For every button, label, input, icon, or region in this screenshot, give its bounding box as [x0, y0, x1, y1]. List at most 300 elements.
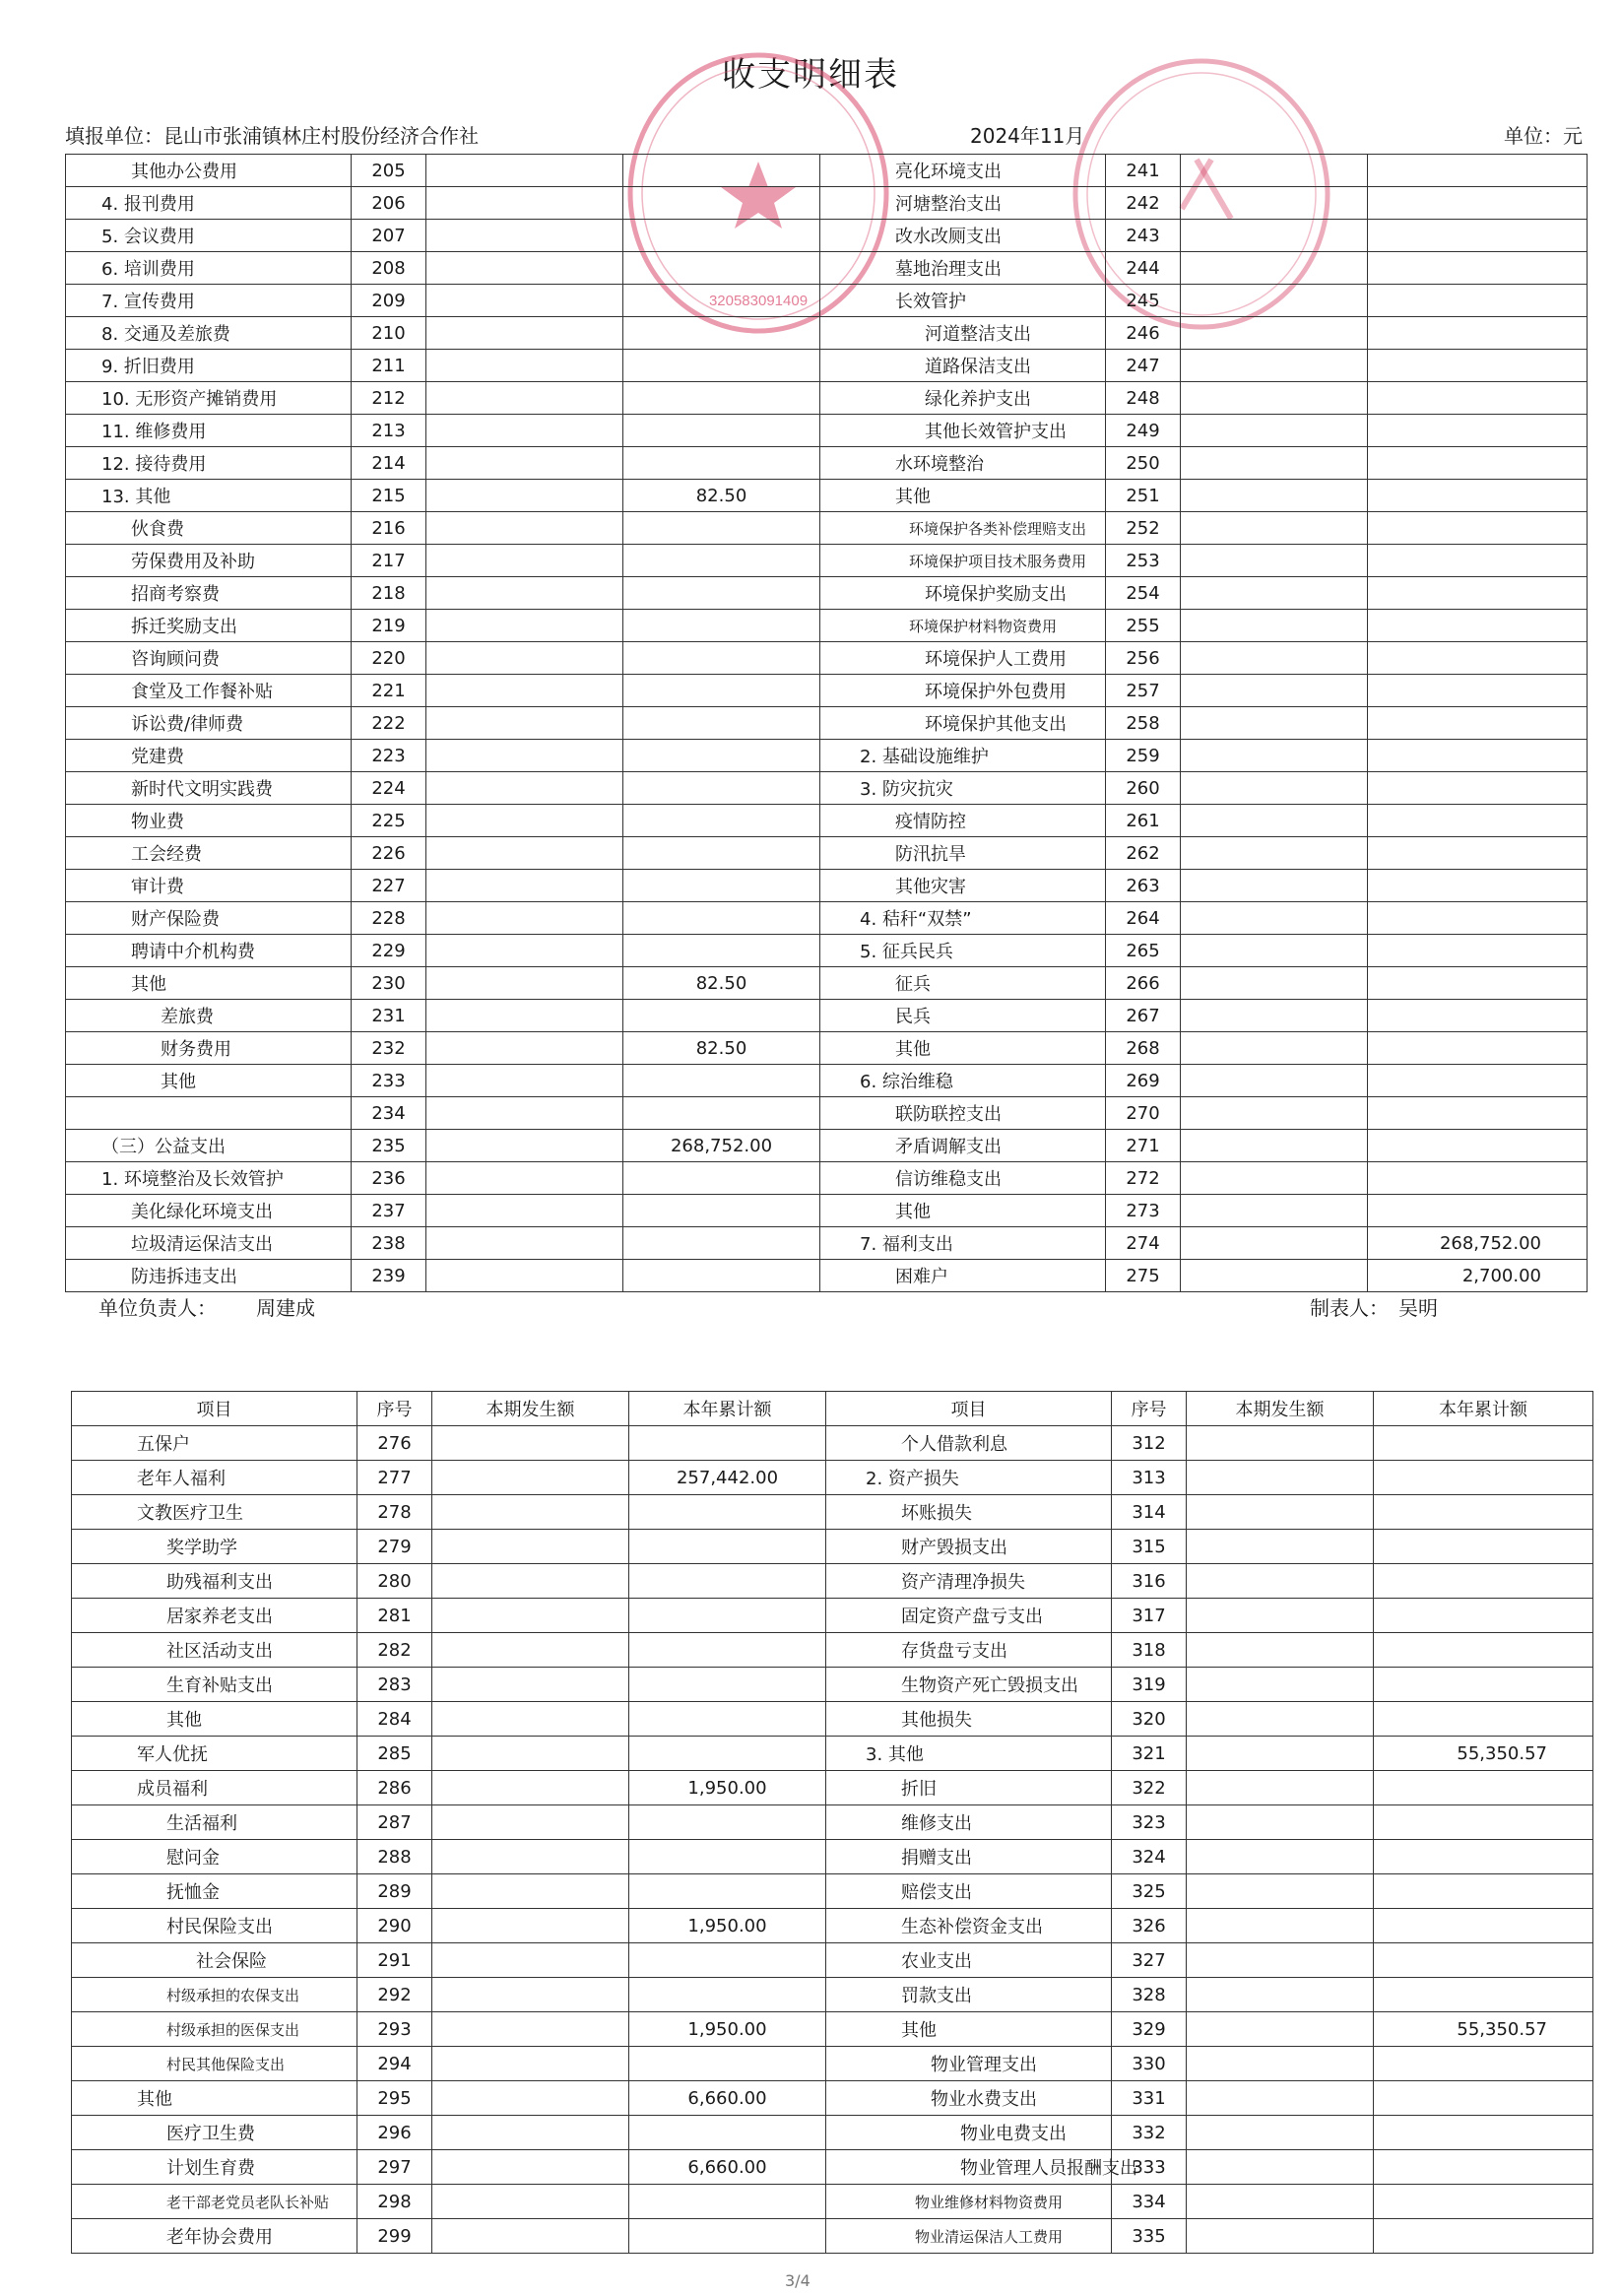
item-label-right: 防汛抗旱	[820, 837, 1106, 870]
header-seq-right: 序号	[1112, 1392, 1187, 1426]
current-amount	[426, 772, 623, 805]
ytd-amount: 268,752.00	[623, 1130, 820, 1162]
current-amount-right	[1187, 1805, 1374, 1840]
item-label-right: 环境保护项目技术服务费用	[820, 545, 1106, 577]
item-label-right: 生态补偿资金支出	[826, 1909, 1112, 1943]
current-amount-right	[1181, 512, 1368, 545]
seq-number-right: 247	[1106, 350, 1181, 382]
item-label-right: 生物资产死亡毁损支出	[826, 1668, 1112, 1702]
current-amount	[432, 1771, 629, 1805]
item-label-right: 物业管理支出	[826, 2047, 1112, 2081]
item-label: 防违拆违支出	[66, 1260, 352, 1292]
item-label-right: 长效管护	[820, 285, 1106, 317]
current-amount	[426, 480, 623, 512]
ytd-amount	[623, 837, 820, 870]
current-amount-right	[1181, 350, 1368, 382]
current-amount	[426, 317, 623, 350]
current-amount-right	[1181, 415, 1368, 447]
ytd-amount-right	[1374, 1668, 1593, 1702]
ytd-amount	[629, 1599, 826, 1633]
current-amount-right	[1187, 1737, 1374, 1771]
item-label-right: 民兵	[820, 1000, 1106, 1032]
seq-number: 210	[352, 317, 426, 350]
item-label-right: 改水改厕支出	[820, 220, 1106, 252]
seq-number: 229	[352, 935, 426, 967]
item-label: 美化绿化环境支出	[66, 1195, 352, 1227]
table-row	[66, 545, 1588, 577]
item-label-right: 2. 资产损失	[826, 1461, 1112, 1495]
table-row	[66, 350, 1588, 382]
ytd-amount-right	[1374, 2185, 1593, 2219]
seq-number: 293	[357, 2012, 432, 2047]
current-amount-right	[1181, 642, 1368, 675]
seq-number-right: 326	[1112, 1909, 1187, 1943]
seq-number: 219	[352, 610, 426, 642]
current-amount-right	[1181, 610, 1368, 642]
table-row	[72, 1909, 1593, 1943]
seq-number: 227	[352, 870, 426, 902]
item-label-right: 水环境整治	[820, 447, 1106, 480]
current-amount-right	[1181, 870, 1368, 902]
seq-number: 228	[352, 902, 426, 935]
ytd-amount-right	[1374, 1840, 1593, 1874]
seq-number: 217	[352, 545, 426, 577]
table-row	[66, 1032, 1588, 1065]
item-label: 村级承担的医保支出	[72, 2012, 357, 2047]
current-amount-right	[1187, 2047, 1374, 2081]
current-amount	[432, 1874, 629, 1909]
table-row	[72, 1943, 1593, 1978]
item-label-right: 其他灾害	[820, 870, 1106, 902]
table-row	[66, 1260, 1588, 1292]
ytd-amount-right	[1374, 1978, 1593, 2012]
current-amount	[432, 1633, 629, 1668]
ytd-amount: 6,660.00	[629, 2150, 826, 2185]
ytd-amount-right	[1374, 2047, 1593, 2081]
ytd-amount	[623, 447, 820, 480]
ytd-amount-right	[1368, 317, 1588, 350]
ytd-amount-right	[1374, 2150, 1593, 2185]
current-amount	[432, 1668, 629, 1702]
table-row	[66, 415, 1588, 447]
seq-number-right: 330	[1112, 2047, 1187, 2081]
current-amount-right	[1187, 1633, 1374, 1668]
item-label-right: 疫情防控	[820, 805, 1106, 837]
ytd-amount	[629, 1943, 826, 1978]
ytd-amount	[629, 2219, 826, 2254]
header-item-right: 项目	[826, 1392, 1112, 1426]
item-label-right: 其他长效管护支出	[820, 415, 1106, 447]
current-amount	[432, 2116, 629, 2150]
ytd-amount	[623, 350, 820, 382]
ytd-amount-right	[1374, 1943, 1593, 1978]
table-row	[66, 610, 1588, 642]
seq-number: 299	[357, 2219, 432, 2254]
item-label: 8. 交通及差旅费	[66, 317, 352, 350]
table-row	[72, 1978, 1593, 2012]
current-amount-right	[1187, 1564, 1374, 1599]
current-amount	[432, 1461, 629, 1495]
seq-number: 209	[352, 285, 426, 317]
seq-number-right: 272	[1106, 1162, 1181, 1195]
seq-number: 226	[352, 837, 426, 870]
ytd-amount-right	[1368, 805, 1588, 837]
detail-table-bottom	[71, 1391, 1593, 2254]
responsible-label: 单位负责人：	[98, 1296, 217, 1320]
item-label: 1. 环境整治及长效管护	[66, 1162, 352, 1195]
table-row	[66, 1097, 1588, 1130]
ytd-amount	[629, 1495, 826, 1530]
seq-number-right: 263	[1106, 870, 1181, 902]
ytd-amount	[629, 1978, 826, 2012]
seq-number-right: 268	[1106, 1032, 1181, 1065]
current-amount	[426, 1032, 623, 1065]
current-amount-right	[1187, 1702, 1374, 1737]
current-amount	[432, 2081, 629, 2116]
seq-number-right: 261	[1106, 805, 1181, 837]
ytd-amount	[623, 220, 820, 252]
item-label-right: 征兵	[820, 967, 1106, 1000]
ytd-amount	[623, 805, 820, 837]
seq-number-right: 251	[1106, 480, 1181, 512]
seq-number: 280	[357, 1564, 432, 1599]
seq-number-right: 269	[1106, 1065, 1181, 1097]
report-period: 2024年11月	[970, 124, 1085, 148]
item-label: （三）公益支出	[66, 1130, 352, 1162]
table-row	[72, 2116, 1593, 2150]
table-row	[66, 220, 1588, 252]
seq-number-right: 270	[1106, 1097, 1181, 1130]
item-label: 咨询顾问费	[66, 642, 352, 675]
current-amount-right	[1181, 480, 1368, 512]
current-amount	[432, 1840, 629, 1874]
current-amount	[426, 610, 623, 642]
current-amount	[426, 935, 623, 967]
current-amount-right	[1181, 805, 1368, 837]
item-label-right: 坏账损失	[826, 1495, 1112, 1530]
seq-number-right: 274	[1106, 1227, 1181, 1260]
item-label-right: 4. 秸秆“双禁”	[820, 902, 1106, 935]
seq-number-right: 324	[1112, 1840, 1187, 1874]
ytd-amount-right	[1368, 1000, 1588, 1032]
table-row	[66, 772, 1588, 805]
table-row	[72, 1771, 1593, 1805]
current-amount	[426, 1097, 623, 1130]
item-label: 村级承担的农保支出	[72, 1978, 357, 2012]
current-amount	[426, 382, 623, 415]
current-amount-right	[1181, 252, 1368, 285]
ytd-amount-right	[1368, 447, 1588, 480]
seq-number: 287	[357, 1805, 432, 1840]
seq-number-right: 319	[1112, 1668, 1187, 1702]
ytd-amount	[623, 1162, 820, 1195]
seq-number: 298	[357, 2185, 432, 2219]
ytd-amount	[629, 1805, 826, 1840]
item-label: 垃圾清运保洁支出	[66, 1227, 352, 1260]
current-amount	[432, 2219, 629, 2254]
currency-unit: 单位：元	[1504, 124, 1583, 148]
item-label-right: 物业维修材料物资费用	[826, 2185, 1112, 2219]
table-row	[66, 870, 1588, 902]
header-ytd: 本年累计额	[629, 1392, 826, 1426]
current-amount	[432, 2185, 629, 2219]
item-label: 党建费	[66, 740, 352, 772]
item-label-right: 2. 基础设施维护	[820, 740, 1106, 772]
table-row	[72, 1840, 1593, 1874]
ytd-amount-right	[1374, 1461, 1593, 1495]
seq-number-right: 254	[1106, 577, 1181, 610]
seq-number: 291	[357, 1943, 432, 1978]
current-amount	[426, 1162, 623, 1195]
seq-number: 289	[357, 1874, 432, 1909]
current-amount	[432, 1564, 629, 1599]
item-label: 社区活动支出	[72, 1633, 357, 1668]
ytd-amount-right	[1368, 285, 1588, 317]
seq-number-right: 323	[1112, 1805, 1187, 1840]
seq-number: 282	[357, 1633, 432, 1668]
item-label: 9. 折旧费用	[66, 350, 352, 382]
item-label: 抚恤金	[72, 1874, 357, 1909]
table-row	[72, 2219, 1593, 2254]
ytd-amount	[623, 545, 820, 577]
current-amount	[426, 1000, 623, 1032]
table-row	[72, 2150, 1593, 2185]
ytd-amount-right	[1374, 1805, 1593, 1840]
seq-number-right: 313	[1112, 1461, 1187, 1495]
ytd-amount-right	[1368, 1162, 1588, 1195]
seq-number-right: 325	[1112, 1874, 1187, 1909]
ytd-amount: 82.50	[623, 967, 820, 1000]
current-amount-right	[1181, 1130, 1368, 1162]
seq-number: 211	[352, 350, 426, 382]
ytd-amount	[629, 1737, 826, 1771]
seq-number-right: 315	[1112, 1530, 1187, 1564]
ytd-amount-right	[1374, 2219, 1593, 2254]
item-label-right: 绿化养护支出	[820, 382, 1106, 415]
item-label-right: 其他	[820, 480, 1106, 512]
item-label-right: 联防联控支出	[820, 1097, 1106, 1130]
current-amount-right	[1187, 1943, 1374, 1978]
seq-number-right: 335	[1112, 2219, 1187, 2254]
seq-number-right: 275	[1106, 1260, 1181, 1292]
seq-number-right: 250	[1106, 447, 1181, 480]
item-label-right: 赔偿支出	[826, 1874, 1112, 1909]
current-amount	[426, 252, 623, 285]
ytd-amount-right	[1374, 2116, 1593, 2150]
item-label-right: 其他	[826, 2012, 1112, 2047]
item-label: 差旅费	[66, 1000, 352, 1032]
table-row	[66, 1130, 1588, 1162]
current-amount	[432, 2012, 629, 2047]
ytd-amount-right	[1368, 935, 1588, 967]
seq-number-right: 320	[1112, 1702, 1187, 1737]
current-amount	[432, 1530, 629, 1564]
ytd-amount: 1,950.00	[629, 1909, 826, 1943]
seq-number: 208	[352, 252, 426, 285]
item-label: 医疗卫生费	[72, 2116, 357, 2150]
ytd-amount-right	[1374, 2081, 1593, 2116]
table-row	[66, 837, 1588, 870]
seq-number-right: 331	[1112, 2081, 1187, 2116]
seq-number: 216	[352, 512, 426, 545]
current-amount	[432, 2150, 629, 2185]
ytd-amount: 6,660.00	[629, 2081, 826, 2116]
current-amount	[432, 1943, 629, 1978]
item-label-right: 信访维稳支出	[820, 1162, 1106, 1195]
current-amount-right	[1181, 285, 1368, 317]
item-label: 文教医疗卫生	[72, 1495, 357, 1530]
item-label: 诉讼费/律师费	[66, 707, 352, 740]
item-label: 奖学助学	[72, 1530, 357, 1564]
ytd-amount-right: 2,700.00	[1368, 1260, 1588, 1292]
current-amount	[426, 577, 623, 610]
current-amount-right	[1181, 187, 1368, 220]
reporting-unit: 填报单位：昆山市张浦镇林庄村股份经济合作社	[65, 124, 479, 148]
seq-number: 225	[352, 805, 426, 837]
current-amount	[426, 837, 623, 870]
item-label: 12. 接待费用	[66, 447, 352, 480]
seq-number-right: 333	[1112, 2150, 1187, 2185]
current-amount-right	[1187, 2150, 1374, 2185]
current-amount-right	[1181, 1097, 1368, 1130]
current-amount	[432, 1737, 629, 1771]
current-amount	[426, 805, 623, 837]
current-amount	[432, 1805, 629, 1840]
ytd-amount	[623, 870, 820, 902]
seq-number: 218	[352, 577, 426, 610]
item-label-right: 捐赠支出	[826, 1840, 1112, 1874]
item-label: 6. 培训费用	[66, 252, 352, 285]
ytd-amount	[629, 1702, 826, 1737]
item-label-right: 墓地治理支出	[820, 252, 1106, 285]
current-amount-right	[1181, 935, 1368, 967]
table-row	[66, 382, 1588, 415]
seq-number: 234	[352, 1097, 426, 1130]
ytd-amount	[623, 642, 820, 675]
seq-number: 237	[352, 1195, 426, 1227]
ytd-amount-right	[1368, 415, 1588, 447]
current-amount	[426, 1065, 623, 1097]
seq-number-right: 242	[1106, 187, 1181, 220]
item-label: 其他	[72, 1702, 357, 1737]
seq-number: 238	[352, 1227, 426, 1260]
ytd-amount-right	[1368, 740, 1588, 772]
table-row	[66, 1000, 1588, 1032]
current-amount-right	[1187, 2012, 1374, 2047]
item-label: 拆迁奖励支出	[66, 610, 352, 642]
seq-number: 294	[357, 2047, 432, 2081]
ytd-amount-right	[1368, 187, 1588, 220]
ytd-amount-right	[1368, 480, 1588, 512]
item-label-right: 其他	[820, 1195, 1106, 1227]
seq-number: 239	[352, 1260, 426, 1292]
seq-number: 279	[357, 1530, 432, 1564]
item-label-right: 3. 防灾抗灾	[820, 772, 1106, 805]
current-amount-right	[1181, 707, 1368, 740]
table-row	[72, 1599, 1593, 1633]
current-amount-right	[1181, 967, 1368, 1000]
ytd-amount-right	[1368, 967, 1588, 1000]
seq-number-right: 316	[1112, 1564, 1187, 1599]
current-amount-right	[1187, 1909, 1374, 1943]
current-amount-right	[1181, 1000, 1368, 1032]
seq-number-right: 245	[1106, 285, 1181, 317]
current-amount-right	[1187, 2081, 1374, 2116]
table-row	[72, 1805, 1593, 1840]
item-label-right: 6. 综治维稳	[820, 1065, 1106, 1097]
ytd-amount	[623, 675, 820, 707]
ytd-amount-right	[1368, 870, 1588, 902]
item-label-right: 环境保护人工费用	[820, 642, 1106, 675]
ytd-amount	[629, 2047, 826, 2081]
table-row	[66, 285, 1588, 317]
ytd-amount	[629, 1426, 826, 1461]
ytd-amount-right	[1368, 382, 1588, 415]
ytd-amount	[623, 252, 820, 285]
table-row	[66, 252, 1588, 285]
seq-number: 230	[352, 967, 426, 1000]
ytd-amount	[623, 772, 820, 805]
item-label: 军人优抚	[72, 1737, 357, 1771]
current-amount	[426, 220, 623, 252]
table-row	[66, 1065, 1588, 1097]
seq-number: 220	[352, 642, 426, 675]
table-row	[72, 1874, 1593, 1909]
item-label: 其他	[66, 967, 352, 1000]
seq-number-right: 312	[1112, 1426, 1187, 1461]
item-label-right: 维修支出	[826, 1805, 1112, 1840]
table-row	[66, 805, 1588, 837]
current-amount-right	[1181, 545, 1368, 577]
ytd-amount-right	[1374, 1771, 1593, 1805]
ytd-amount	[623, 902, 820, 935]
item-label-right: 环境保护外包费用	[820, 675, 1106, 707]
current-amount-right	[1181, 1260, 1368, 1292]
current-amount	[426, 545, 623, 577]
seq-number: 224	[352, 772, 426, 805]
current-amount-right	[1187, 2116, 1374, 2150]
seq-number: 288	[357, 1840, 432, 1874]
item-label: 物业费	[66, 805, 352, 837]
ytd-amount	[623, 577, 820, 610]
seq-number-right: 262	[1106, 837, 1181, 870]
seq-number-right: 271	[1106, 1130, 1181, 1162]
item-label: 五保户	[72, 1426, 357, 1461]
item-label: 伙食费	[66, 512, 352, 545]
table-row	[72, 1737, 1593, 1771]
current-amount	[426, 447, 623, 480]
ytd-amount-right: 268,752.00	[1368, 1227, 1588, 1260]
ytd-amount	[629, 1874, 826, 1909]
item-label-right: 环境保护其他支出	[820, 707, 1106, 740]
table-row	[66, 577, 1588, 610]
seq-number: 290	[357, 1909, 432, 1943]
table-row	[66, 317, 1588, 350]
item-label-right: 其他损失	[826, 1702, 1112, 1737]
current-amount-right	[1181, 447, 1368, 480]
item-label: 财产保险费	[66, 902, 352, 935]
ytd-amount	[623, 1097, 820, 1130]
seq-number: 286	[357, 1771, 432, 1805]
current-amount	[426, 967, 623, 1000]
current-amount	[432, 2047, 629, 2081]
current-amount-right	[1181, 577, 1368, 610]
ytd-amount-right	[1368, 675, 1588, 707]
ytd-amount-right	[1374, 1909, 1593, 1943]
item-label-right: 亮化环境支出	[820, 155, 1106, 187]
current-amount-right	[1181, 382, 1368, 415]
current-amount	[426, 1260, 623, 1292]
